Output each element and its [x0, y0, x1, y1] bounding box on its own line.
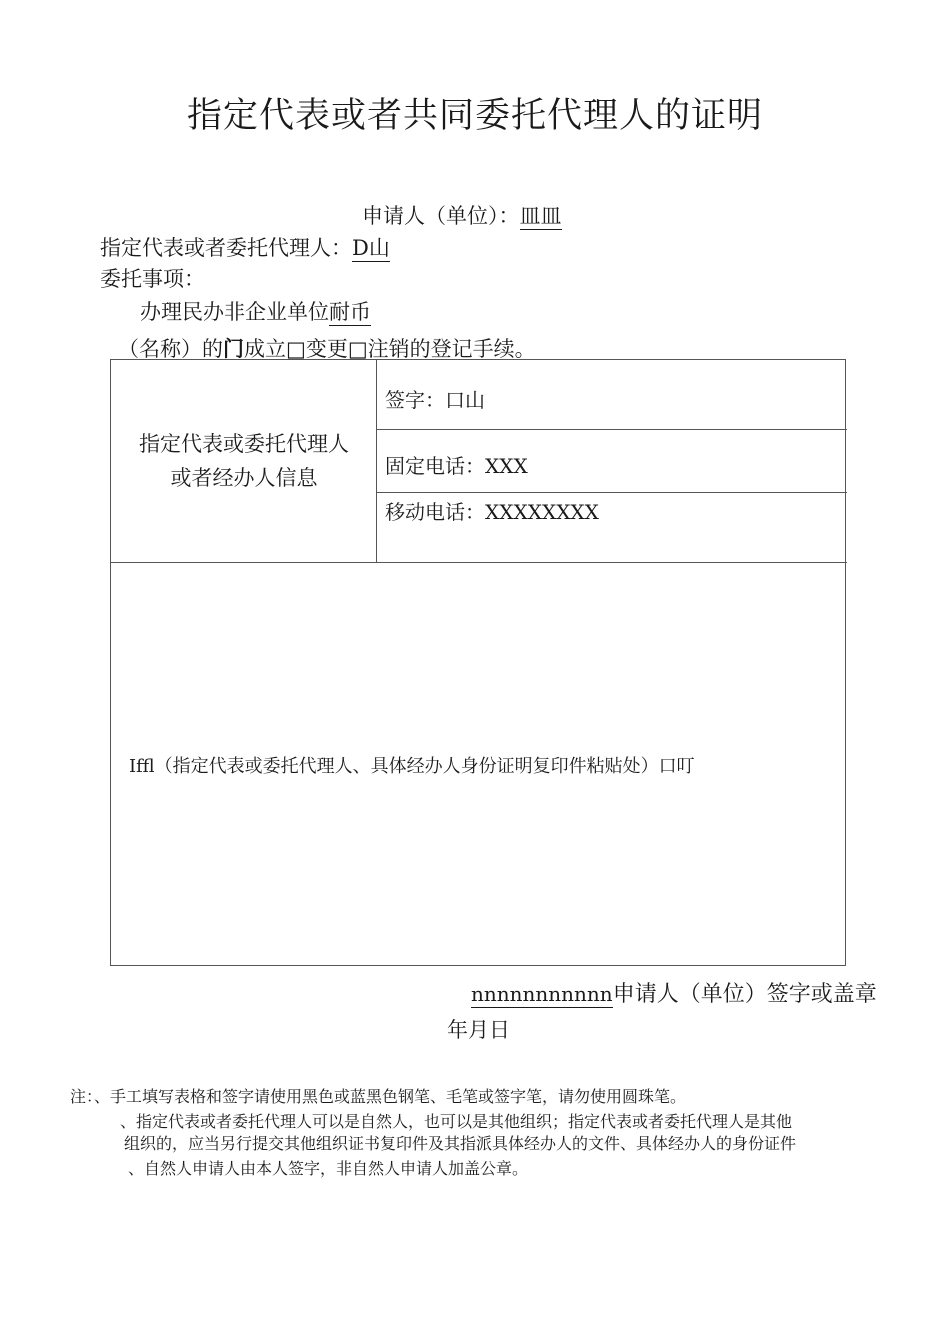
note-2: 、指定代表或者委托代理人可以是自然人，也可以是其他组织；指定代表或者委托代理人是其他 [120, 1112, 793, 1131]
mobile-field: 移动电话：XXXXXXXX [385, 500, 599, 524]
footer-sign-line [471, 977, 877, 1008]
checkbox-mark: 门 [223, 337, 244, 361]
sign-underline: nnnnnnnnnnn [471, 982, 613, 1006]
document-title: 指定代表或者共同委托代理人的证明 [186, 96, 763, 136]
date-label: 年月日 [447, 1018, 510, 1042]
org-name-value: 耐币 [329, 300, 371, 324]
matter-line-1 [140, 296, 371, 326]
note-2-continued: 组织的，应当另行提交其他组织证书复印件及其指派具体经办人的文件、具体经办人的身份证件 [124, 1134, 797, 1153]
name-prefix: （名称）的 [118, 337, 223, 361]
applicant-label: 申请人（单位）： [362, 204, 520, 228]
agent-label: 指定代表或者委托代理人： [100, 236, 352, 260]
landline-field: 固定电话：XXX [385, 454, 528, 478]
info-table [110, 359, 846, 966]
agent-line [100, 232, 390, 262]
row-divider-2 [377, 492, 847, 493]
agent-value: D山 [352, 236, 390, 260]
info-header-line-1: 指定代表或委托代理人 [139, 432, 349, 456]
org-type-text: 办理民办非企业单位 [140, 300, 329, 324]
note-3: 、自然人申请人由本人签字，非自然人申请人加盖公章。 [128, 1159, 529, 1178]
matter-label: 委托事项： [100, 267, 205, 291]
applicant-line [362, 200, 562, 230]
sign-label: 申请人（单位）签字或盖章 [612, 982, 877, 1007]
id-copy-paste-area: Iffl（指定代表或委托代理人、具体经办人身份证明复印件粘贴处）口叮 [129, 756, 695, 777]
signature-field: 签字：口山 [385, 388, 485, 412]
info-header-cell [111, 360, 377, 562]
info-header-line-2: 或者经办人信息 [170, 466, 318, 490]
registration-options: 成立□变更□注销的登记手续。 [244, 337, 536, 361]
row-divider-3 [111, 562, 847, 563]
note-1: 注：、手工填写表格和签字请使用黑色或蓝黑色钢笔、毛笔或签字笔，请勿使用圆珠笔。 [70, 1087, 687, 1106]
row-divider-1 [377, 429, 847, 430]
applicant-value: 皿皿 [519, 204, 562, 228]
